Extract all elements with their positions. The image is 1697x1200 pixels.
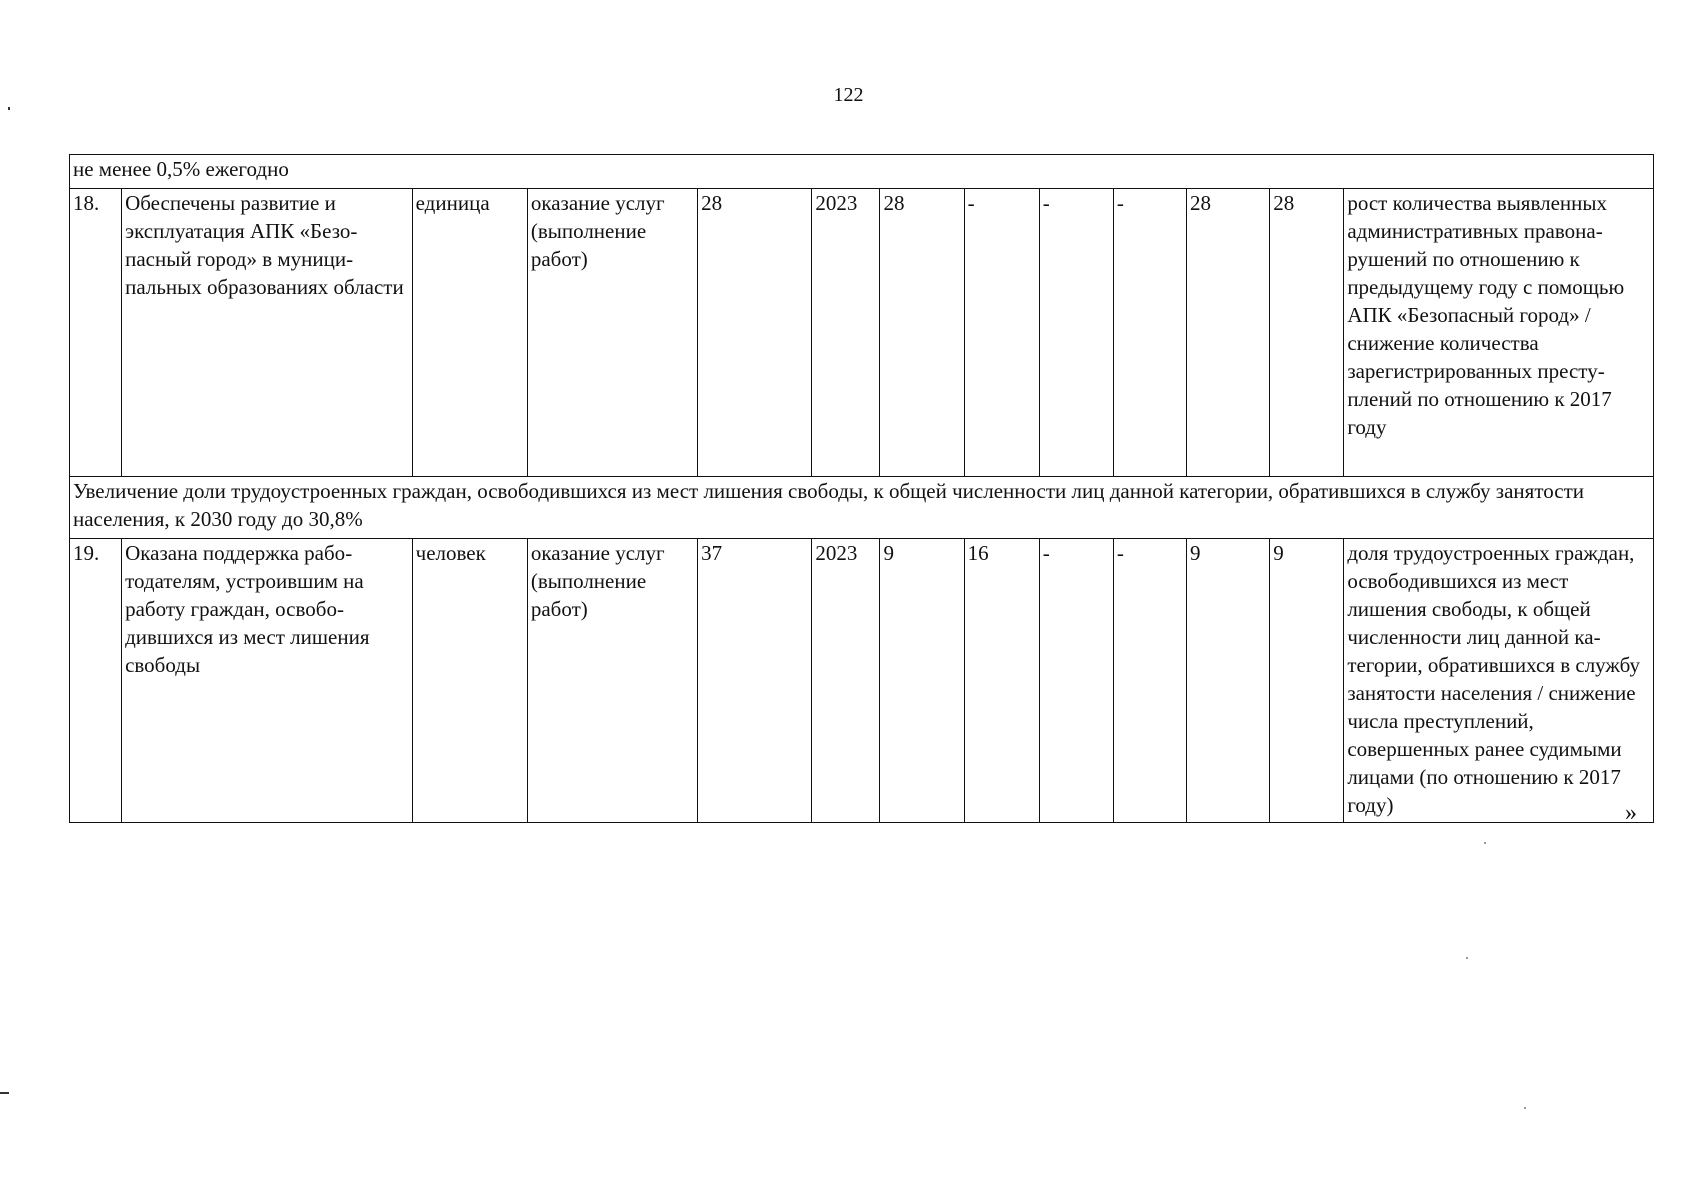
value-cell: 9 <box>880 539 964 823</box>
unit-cell: человек <box>412 539 527 823</box>
value-cell: 16 <box>964 539 1039 823</box>
scan-mark <box>1524 1107 1526 1109</box>
value-cell: 9 <box>1270 539 1344 823</box>
scan-mark <box>1466 957 1468 959</box>
row-number: 19. <box>70 539 122 823</box>
table-row <box>70 189 1654 477</box>
item-name: Оказана поддержка работодателям, устроившим на работу граждан, освободившихся из мест лишения свободы <box>122 539 413 823</box>
year-cell: 2023 <box>812 539 880 823</box>
scan-mark <box>8 107 10 110</box>
value-cell: - <box>1113 189 1186 477</box>
value-cell: 28 <box>698 189 812 477</box>
value-cell: 28 <box>1187 189 1270 477</box>
closing-quote: » <box>1625 800 1637 826</box>
section-header-text: Увеличение доли трудоустроенных граждан, освободившихся из мест лишения свободы, к общей численности лиц данной категории, обратившихся в службу занятости населения, к 2030 году до 30,8% <box>70 477 1654 539</box>
unit-cell: единица <box>412 189 527 477</box>
section-row <box>70 155 1654 189</box>
value-cell: 37 <box>698 539 812 823</box>
value-cell: 28 <box>1270 189 1344 477</box>
value-cell: - <box>1039 189 1113 477</box>
type-cell: оказание услуг (выполнение работ) <box>527 539 697 823</box>
value-cell: 28 <box>880 189 964 477</box>
scan-mark <box>1484 842 1486 844</box>
section-row <box>70 477 1654 539</box>
result-cell: доля трудоустроенных граждан, освободившихся из мест лишения свободы, к общей численности лиц данной категории, обратившихся в службу занятости населения / снижение числа преступлений, совершенных ранее судимыми лицами (по отношению к 2017 году) <box>1344 539 1654 823</box>
item-name: Обеспечены развитие и эксплуатация АПК «Безопасный город» в муниципальных образованиях области <box>122 189 413 477</box>
row-number: 18. <box>70 189 122 477</box>
value-cell: - <box>1039 539 1113 823</box>
page-number: 122 <box>833 84 864 106</box>
type-cell: оказание услуг (выполнение работ) <box>527 189 697 477</box>
result-cell: рост количества выявленных административных правонарушений по отношению к предыдущему году с помощью АПК «Безопасный город» / снижение количества зарегистрированных преступлений по отношению к 2017 году <box>1344 189 1654 477</box>
value-cell: - <box>964 189 1039 477</box>
table-row <box>70 539 1654 823</box>
scan-mark <box>0 1092 9 1094</box>
indicators-table <box>69 154 1654 823</box>
value-cell: - <box>1113 539 1186 823</box>
value-cell: 9 <box>1187 539 1270 823</box>
section-header-text: не менее 0,5% ежегодно <box>70 155 1654 189</box>
year-cell: 2023 <box>812 189 880 477</box>
